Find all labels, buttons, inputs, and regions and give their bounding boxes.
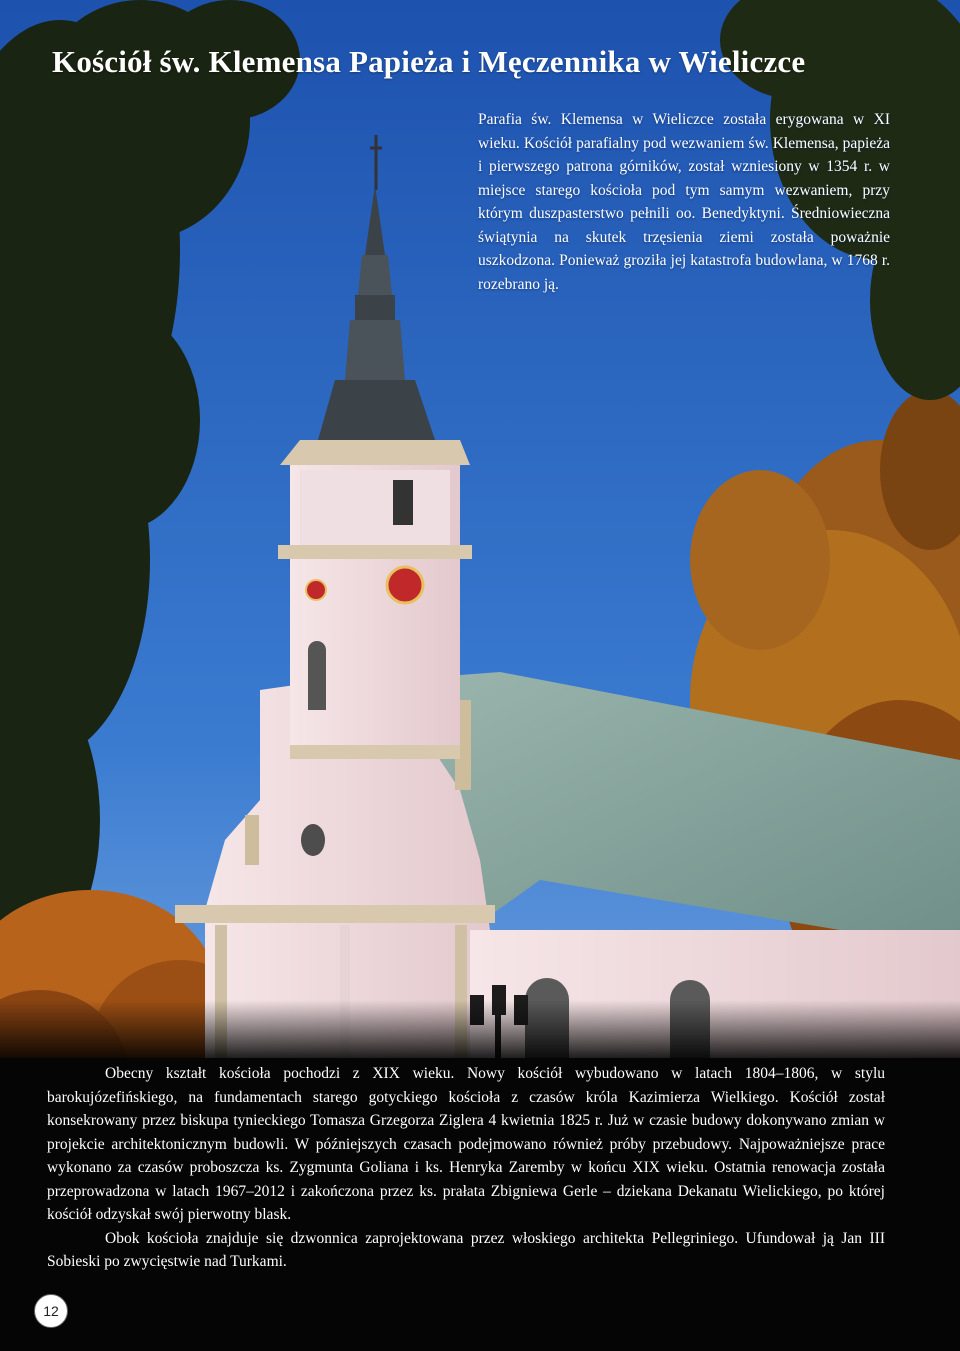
- page-title: Kościół św. Klemensa Papieża i Męczennika w Wieliczce: [52, 44, 806, 79]
- clock-face: [306, 580, 326, 600]
- body-paragraph: Obecny kształt kościoła pochodzi z XIX wieku. Nowy kościół wybudowano w latach 1804–1806, w stylu barokujózefińskiego, na fundamentach starego gotyckiego kościoła z czasów króla Kazimierza Wielkiego. Kościół został konsekrowany przez biskupa tynieckiego Tomasza Grzegorza Ziglera 4 kwietnia 1825 r. Już w czasie budowy dokonywano zmian w projekcie architektonicznym budowli. W późniejszych czasach podejmowano również próby przebudowy. Najpoważniejsze prace wykonano za czasów proboszcza ks. Zygmunta Goliana i ks. Henryka Zaremby w końcu XIX wieku. Ostatnia renowacja została przeprowadzona w latach 1967–2012 i zakończona przez ks. prałata Zbigniewa Gerle – dziekana Dekanatu Wielickiego, po której kościół odzyskał swój pierwotny blask.: [47, 1065, 885, 1223]
- spire-base: [318, 380, 435, 440]
- page-number: 12: [34, 1294, 68, 1328]
- body-paragraph: Obok kościoła znajduje się dzwonnica zaprojektowana przez włoskiego architekta Pellegriniego. Ufundował ją Jan III Sobieski po zwycięstwie nad Turkami.: [47, 1229, 885, 1270]
- clock-face: [387, 567, 423, 603]
- intro-paragraph: Parafia św. Klemensa w Wieliczce została erygowana w XI wieku. Kościół parafialny pod wezwaniem św. Klemensa, papieża i pierwszego patrona górników, został wzniesiony w 1354 r. w miejsce starego kościoła pod tym samym wezwaniem, przy którym duszpasterstwo pełnili oo. Benedyktyni. Średniowieczna świątynia na skutek trzęsienia ziemi została poważnie uszkodzona. Ponieważ groziła jej katastrofa budowlana, w 1768 r. rozebrano ją.: [478, 111, 890, 293]
- body-text: [47, 1062, 885, 1274]
